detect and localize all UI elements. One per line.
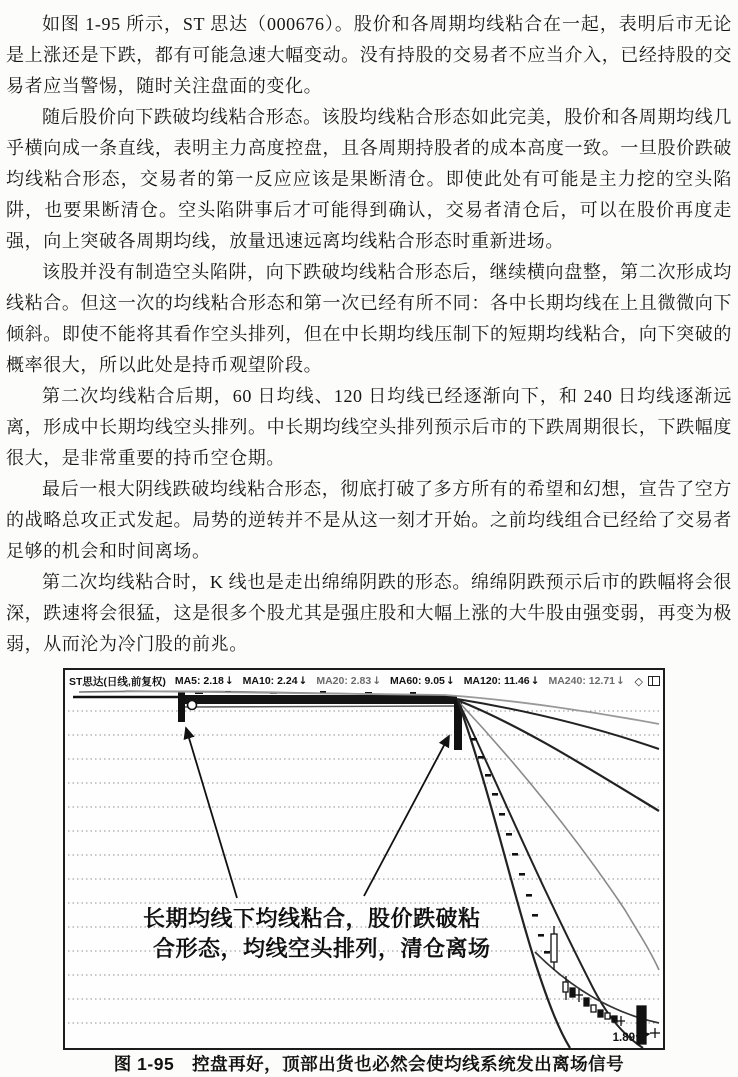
diamond-icon: ◇ (634, 674, 643, 688)
stock-chart-figure (63, 668, 665, 1050)
figure-caption: 图 1-95 控盘再好，顶部出货也必然会使均线系统发出离场信号 (113, 1054, 625, 1074)
ma240-value: MA240: 12.71↓ (548, 675, 625, 687)
down-arrow-icon: ↓ (445, 675, 455, 687)
breakdown-candle-1 (178, 691, 185, 722)
chart-title: ST思达(日线,前复权) (69, 675, 166, 688)
ma120-value: MA120: 11.46↓ (463, 675, 540, 687)
annotation-arrow-1 (186, 728, 237, 898)
chart-annotation-line1: 长期均线下均线粘合，股价跌破粘 (143, 906, 481, 931)
ma10-value: MA10: 2.24↓ (242, 675, 308, 687)
ma60-value: MA60: 9.05↓ (390, 675, 455, 687)
bottom-candle-cluster (551, 926, 660, 1044)
ma5-value: MA5: 2.18↓ (174, 675, 234, 687)
last-price-text: 1.89 (612, 1032, 635, 1044)
chart-annotation-line2: 合形态，均线空头排列，清仓离场 (153, 936, 491, 961)
body-paragraph-2: 随后股价向下跌破均线粘合形态。该股均线粘合形态如此完美，股价和各周期均线几乎横向成一条直线，表明主力高度控盘，且各周期持股者的成本高度一致。一旦股价跌破均线粘合形态，交易者的第一反应应该是果断清仓。即使此处有可能是主力挖的空头陷阱，也要果断清仓。空头陷阱事后才可能得到确认，交易者清仓后，可以在股价再度走强，向上突破各周期均线，放量迅速远离均线粘合形态时重新进场。 (6, 107, 732, 251)
down-arrow-icon: ↓ (224, 675, 234, 687)
down-arrow-icon: ↓ (372, 675, 382, 687)
split-window-icon (648, 676, 660, 686)
down-arrow-icon: ↓ (298, 675, 308, 687)
body-paragraph-1: 如图 1-95 所示，ST 思达（000676）。股价和各周期均线粘合在一起，表明后市无论是上涨还是下跌，都有可能急速大幅变动。没有持股的交易者不应当介入，已经持股的交易者应当警惕，随时关注盘面的变化。 (6, 14, 732, 96)
body-paragraph-4: 第二次均线粘合后期，60 日均线、120 日均线已经逐渐向下，和 240 日均线逐渐远离，形成中长期均线空头排列。中长期均线空头排列预示后市的下跌周期很长，下跌幅度很大，是非常重要的持币空仓期。 (6, 386, 732, 468)
final-black-candle (637, 1006, 646, 1044)
circle-marker (188, 701, 197, 710)
chart-canvas (65, 670, 663, 1048)
annotation-arrow-2 (364, 736, 449, 896)
body-paragraph-3: 该股并没有制造空头陷阱，向下跌破均线粘合形态后，继续横向盘整，第二次形成均线粘合。但这一次的均线粘合形态和第一次已经有所不同：各中长期均线在上且微微向下倾斜。即使不能将其看作空头排列，但在中长期均线压制下的短期均线粘合，向下突破的概率很大，所以此处是持币观望阶段。 (6, 262, 732, 375)
chart-annotation (143, 904, 491, 964)
down-arrow-icon: ↓ (616, 675, 625, 687)
body-paragraph-5: 最后一根大阴线跌破均线粘合形态，彻底打破了多方所有的希望和幻想，宣告了空方的战略总攻正式发起。局势的逆转并不是从这一刻才开始。之前均线组合已经给了交易者足够的机会和时间离场。 (6, 479, 732, 561)
down-arrow-icon: ↓ (530, 675, 540, 687)
chart-header (69, 672, 660, 690)
body-paragraph-6: 第二次均线粘合时，K 线也是走出绵绵阴跌的形态。绵绵阴跌预示后市的跌幅将会很深，跌速将会很猛，这是很多个股尤其是强庄股和大幅上涨的大牛股由强变弱，再变为极弱，从而沦为冷门股的前兆。 (6, 572, 732, 654)
ma20-value: MA20: 2.83↓ (316, 675, 382, 687)
